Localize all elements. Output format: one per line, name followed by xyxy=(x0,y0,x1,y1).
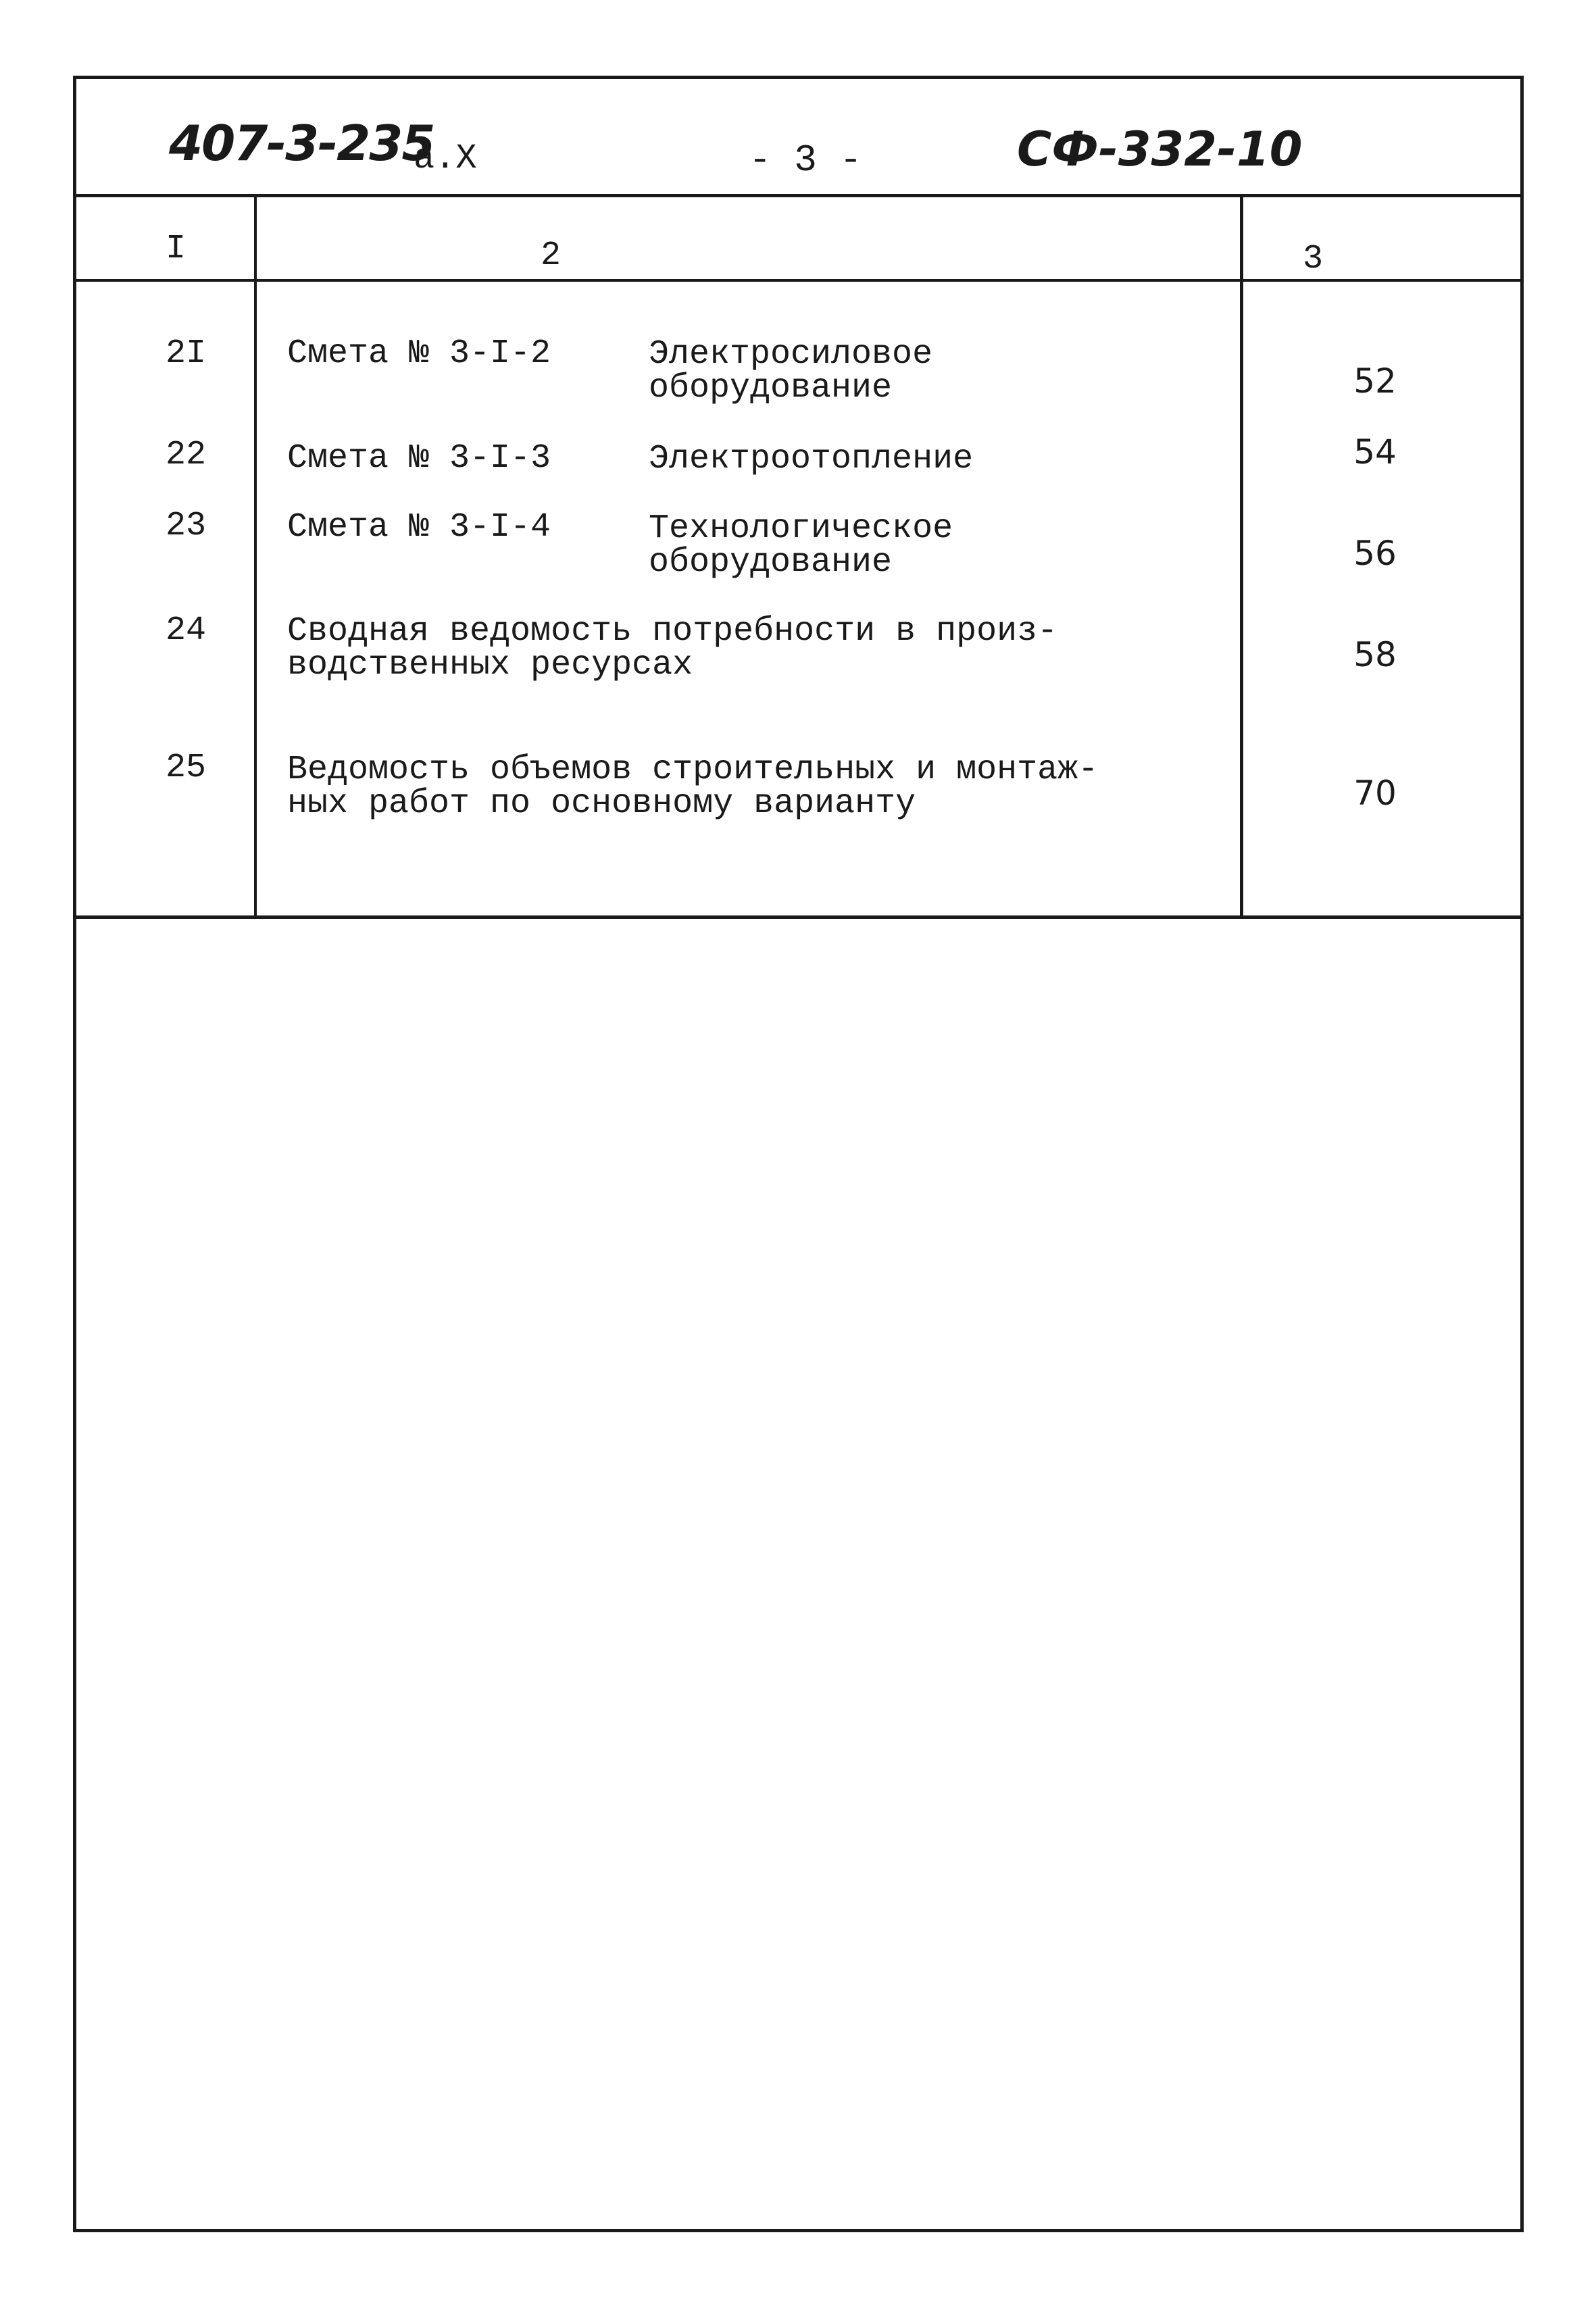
page-number: 56 xyxy=(1353,534,1397,573)
row-title: Технологическое оборудование xyxy=(649,509,953,582)
doc-code: 407-3-235 xyxy=(169,115,434,172)
album-label: а.Х xyxy=(414,139,477,178)
page-number: 70 xyxy=(1353,774,1397,813)
header-rule xyxy=(73,194,1524,197)
estimate-label: Смета № 3-I-3 xyxy=(287,439,551,478)
row-number: 22 xyxy=(166,436,207,474)
row-title: Электросиловое оборудование xyxy=(649,335,933,407)
sheet-code: СФ-332-10 xyxy=(1017,122,1303,177)
row-title: Ведомость объемов строительных и монтаж- ных работ по основному варианту xyxy=(287,751,1099,823)
row-number: 25 xyxy=(166,749,207,787)
page-marker: - 3 - xyxy=(749,139,863,182)
row-title: Электроотопление xyxy=(649,440,974,478)
row-number: 2I xyxy=(166,334,207,373)
column-header-2: 2 xyxy=(541,236,562,275)
row-number: 24 xyxy=(166,611,207,650)
column-header-1: I xyxy=(166,230,186,268)
table-bottom-rule xyxy=(73,915,1524,919)
page-number: 52 xyxy=(1353,361,1397,401)
column-divider-1 xyxy=(254,197,257,916)
page-number: 54 xyxy=(1353,432,1397,472)
column-header-rule xyxy=(73,279,1524,282)
row-title: Сводная ведомость потребности в произ- водственных ресурсах xyxy=(287,612,1058,684)
column-divider-2 xyxy=(1240,197,1243,916)
estimate-label: Смета № 3-I-2 xyxy=(287,334,551,373)
column-header-3: 3 xyxy=(1303,240,1324,278)
estimate-label: Смета № 3-I-4 xyxy=(287,508,551,547)
row-number: 23 xyxy=(166,507,207,545)
page-number: 58 xyxy=(1353,635,1397,674)
